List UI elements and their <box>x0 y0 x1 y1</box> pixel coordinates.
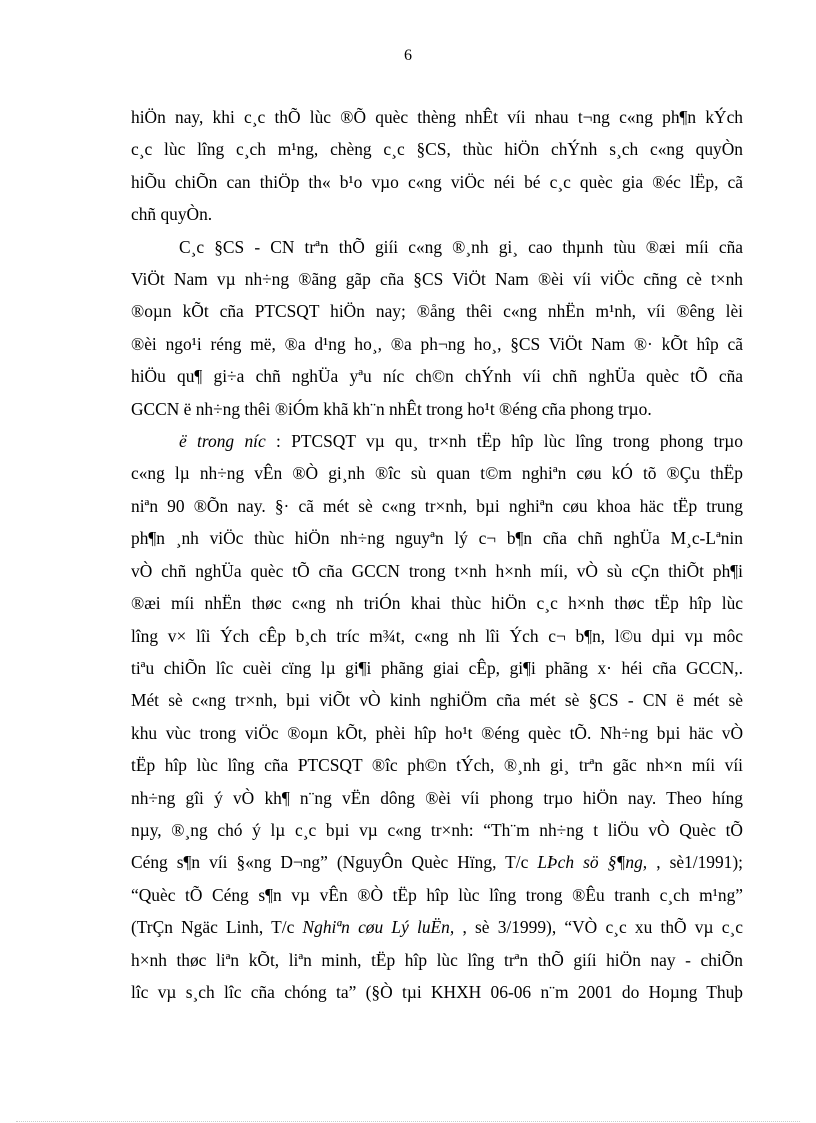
journal-title: LÞch sö §¶ng, <box>537 852 648 873</box>
text-line: vÒ chñ nghÜa quèc tÕ cña GCCN trong t×nh h×nh míi, vÒ sù cÇn thiÕt ph¶i <box>131 560 743 581</box>
page-bottom-divider <box>16 1121 800 1122</box>
text-line-with-journal <box>131 911 743 943</box>
text-line: ®èi ngo¹i réng më, ®a d¹ng ho¸, ®a ph¬ng ho¸, §CS ViÖt Nam ®· kÕt hîp cã <box>131 333 743 354</box>
text-line: hiÖu qu¶ gi÷a chñ nghÜa yªu níc ch©n chÝnh víi chñ nghÜa quèc tÕ cña <box>131 366 743 387</box>
text-line: c¸c lùc lîng c¸ch m¹ng, chèng c¸c §CS, thùc hiÖn chÝnh s¸ch c«ng quyÒn <box>131 139 743 160</box>
text-fragment: (TrÇn Ngäc Linh, T/c <box>131 917 295 938</box>
text-line: c«ng lµ nh÷ng vÊn ®Ò gi¸nh ®îc sù quan t©m nghiªn cøu kÓ tõ ®Çu thËp <box>131 463 743 484</box>
text-line: nµy, ®¸ng chó ý lµ c¸c bµi vµ c«ng tr×nh: “Th¨m nh÷ng t liÖu vÒ Quèc tÕ <box>131 819 743 840</box>
text-line: Mét sè c«ng tr×nh, bµi viÕt vÒ kinh nghiÖm cña mét sè §CS - CN ë mét sè <box>131 690 743 711</box>
text-line: niªn 90 ®Õn nay. §· cã mét sè c«ng tr×nh, bµi nghiªn cøu khoa häc tËp trung <box>131 495 743 516</box>
text-line-with-italic-lead <box>131 425 743 457</box>
text-line: hiÕu chiÕn can thiÖp th« b¹o vµo c«ng viÖc néi bé c¸c quèc gia ®éc lËp, cã <box>131 171 743 192</box>
text-line: hiÖn nay, khi c¸c thÕ lùc ®Õ quèc thèng nhÊt víi nhau t¬ng c«ng ph¶n kÝch <box>131 107 743 127</box>
text-line: chñ quyÒn. <box>131 204 213 225</box>
text-line: ViÖt Nam vµ nh÷ng ®ãng gãp cña §CS ViÖt Nam ®èi víi viÖc cñng cè t×nh <box>131 269 743 290</box>
text-line: khu vùc trong viÖc ®oµn kÕt, phèi hîp ho¹t ®éng quèc tÕ. Nh÷ng bµi häc vÒ <box>131 722 743 743</box>
text-line-with-journal <box>131 846 743 878</box>
text-line: “Quèc tÕ Céng s¶n vµ vÊn ®Ò tËp hîp lùc lîng trong ®Êu tranh c¸ch m¹ng” <box>131 884 743 905</box>
text-fragment: Céng s¶n víi §«ng D¬ng” (NguyÔn Quèc Hïng, T/c <box>131 852 529 873</box>
text-line: ph¶n ¸nh viÖc thùc hiÖn nh÷ng nguyªn lý c¬ b¶n cña chñ nghÜa M¸c-Lªnin <box>131 528 743 549</box>
text-line: nh÷ng gîi ý vÒ kh¶ n¨ng vËn dông ®èi víi phong trµo hiÖn nay. Theo híng <box>131 787 743 808</box>
text-fragment: , sè 3/1999), “VÒ c¸c xu thÕ vµ c¸c <box>462 917 743 938</box>
text-line: tËp hîp lùc lîng cña PTCSQT ®îc ph©n tÝch, ®¸nh gi¸ trªn gãc nh×n míi víi <box>131 755 743 776</box>
text-line: GCCN ë nh÷ng thêi ®iÓm khã kh¨n nhÊt trong ho¹t ®éng cña phong trµo. <box>131 398 652 419</box>
journal-title: Nghiªn cøu Lý luËn, <box>302 917 455 938</box>
text-line: ®oµn kÕt cña PTCSQT hiÖn nay; ®ång thêi c«ng nhËn m¹nh, víi ®êng lèi <box>131 301 743 322</box>
text-line: h×nh thøc liªn kÕt, liªn minh, tËp hîp lùc lîng trªn thÕ giíi hiÖn nay - chiÕn <box>131 949 743 970</box>
italic-lead: ë trong níc <box>179 431 266 452</box>
text-line: ®æi míi nhËn thøc c«ng nh triÓn khai thùc hiÖn c¸c h×nh thøc tËp hîp lùc <box>131 593 743 614</box>
page-number: 6 <box>404 47 412 64</box>
text-line: C¸c §CS - CN trªn thÕ giíi c«ng ®¸nh gi¸ cao thµnh tùu ®æi míi cña <box>179 236 743 257</box>
text-fragment: : PTCSQT vµ qu¸ tr×nh tËp hîp lùc lîng trong phong trµo <box>276 431 743 452</box>
document-body <box>131 101 743 1008</box>
text-line: tiªu chiÕn lîc cuèi cïng lµ gi¶i phãng giai cÊp, gi¶i phãng x· héi cña GCCN,. <box>131 657 743 678</box>
text-line: lîng v× lîi Ých cÊp b¸ch tríc m¾t, c«ng nh lîi Ých c¬ b¶n, l©u dµi vµ môc <box>131 625 743 646</box>
text-fragment: , sè1/1991); <box>656 852 743 873</box>
text-line: lîc vµ s¸ch lîc cña chóng ta” (§Ò tµi KHXH 06-06 n¨m 2001 do Hoµng Thuþ <box>131 981 743 1002</box>
